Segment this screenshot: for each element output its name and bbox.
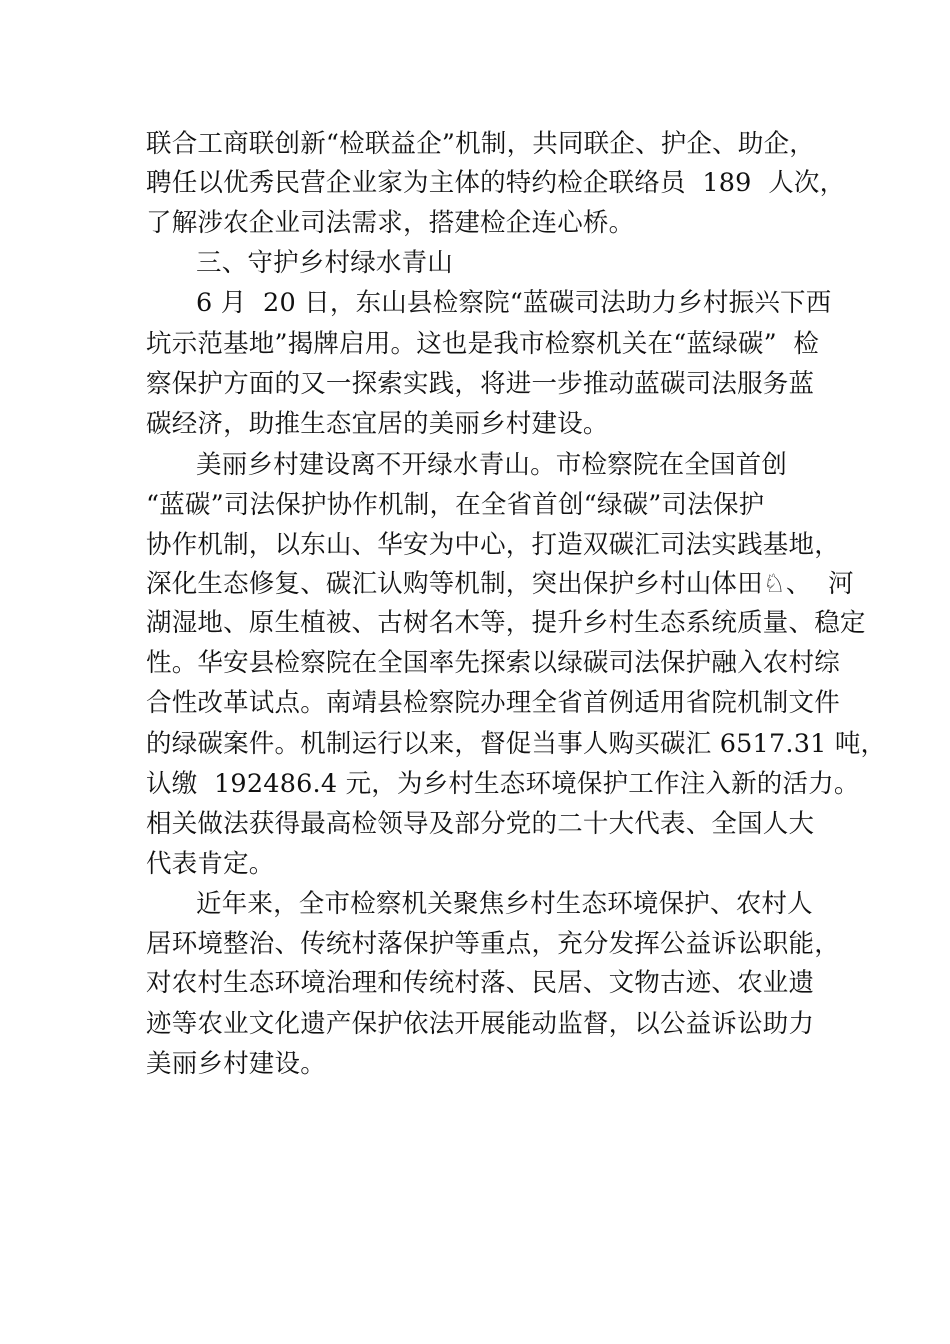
- text-line: 的绿碳案件。机制运行以来，督促当事人购买碳汇 6517.31 吨，: [146, 729, 887, 759]
- text-line: “蓝碳”司法保护协作机制，在全省首创“绿碳”司法保护: [146, 490, 765, 520]
- text-line: 碳经济，助推生态宜居的美丽乡村建设。: [146, 409, 609, 439]
- text-line: 代表肯定。: [146, 849, 275, 879]
- text-line: 坑示范基地”揭牌启用。这也是我市检察机关在“蓝绿碳” 检: [146, 329, 820, 359]
- text-line: 居环境整治、传统村落保护等重点，充分发挥公益诉讼职能，: [146, 929, 840, 959]
- section-heading: 三、守护乡村绿水青山: [196, 248, 454, 278]
- text-line: 6 月 20 日，东山县检察院“蓝碳司法助力乡村振兴下西: [196, 288, 832, 318]
- text-line: 迹等农业文化遗产保护依法开展能动监督，以公益诉讼助力: [146, 1009, 815, 1039]
- text-line: 聘任以优秀民营企业家为主体的特约检企联络员 189 人次，: [146, 168, 846, 198]
- text-line: 美丽乡村建设。: [146, 1049, 326, 1079]
- text-line: 近年来，全市检察机关聚焦乡村生态环境保护、农村人: [196, 889, 813, 919]
- text-line: 察保护方面的又一探索实践，将进一步推动蓝碳司法服务蓝: [146, 369, 815, 399]
- text-line: 对农村生态环境治理和传统村落、民居、文物古迹、农业遗: [146, 968, 815, 998]
- text-line: 深化生态修复、碳汇认购等机制，突出保护乡村山体田♘、 河: [146, 569, 854, 599]
- text-line: 联合工商联创新“检联益企”机制，共同联企、护企、助企，: [146, 129, 815, 159]
- text-line: 合性改革试点。南靖县检察院办理全省首例适用省院机制文件: [146, 688, 840, 718]
- text-line: 美丽乡村建设离不开绿水青山。市检察院在全国首创: [196, 450, 788, 480]
- text-line: 相关做法获得最高检领导及部分党的二十大代表、全国人大: [146, 809, 815, 839]
- text-line: 协作机制，以东山、华安为中心，打造双碳汇司法实践基地，: [146, 530, 840, 560]
- text-line: 了解涉农企业司法需求，搭建检企连心桥。: [146, 208, 635, 238]
- text-line: 湖湿地、原生植被、古树名木等，提升乡村生态系统质量、稳定: [146, 608, 866, 638]
- text-line: 认缴 192486.4 元，为乡村生态环境保护工作注入新的活力。: [146, 769, 860, 799]
- text-line: 性。华安县检察院在全国率先探索以绿碳司法保护融入农村综: [146, 648, 840, 678]
